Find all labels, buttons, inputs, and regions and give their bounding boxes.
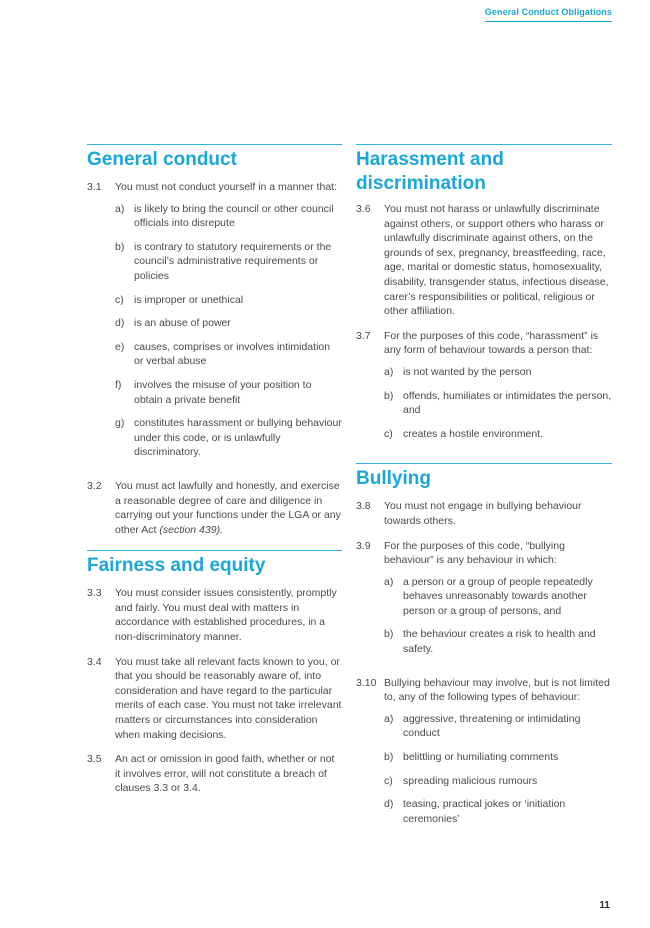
clause-number: 3.3: [87, 587, 102, 600]
clause-text: You must not harass or unlawfully discriminate against others, or support others who harass or unlawfully discriminate against others, on the grounds of sex, pregnancy, breastfeeding, race, age, marital or domestic status, homosexuality, disability, transgender status, infectious disease, carer’s responsibilities or political, religious or other affiliation.: [384, 203, 609, 318]
list-item-text: aggressive, threatening or intimidating conduct: [403, 712, 581, 740]
list-item-text: offends, humiliates or intimidates the person, and: [403, 389, 612, 417]
clause-number: 3.5: [87, 753, 102, 766]
list-item-text: causes, comprises or involves intimidation or verbal abuse: [134, 340, 331, 368]
list-item: [384, 797, 612, 826]
list-item-text: the behaviour creates a risk to health and safety.: [403, 628, 596, 656]
clause-text: An act or omission in good faith, whether or not it involves error, will not constitute a breach of clauses 3.3 or 3.4.: [115, 753, 335, 795]
list-item: [115, 416, 342, 460]
list-item-letter: a): [384, 365, 394, 378]
clause-number: 3.4: [87, 655, 102, 668]
list-item: [384, 774, 612, 789]
list-item-letter: c): [384, 774, 393, 787]
section-bullying: [356, 463, 612, 835]
clause-3-7: [356, 329, 612, 451]
clause-number: 3.9: [356, 539, 371, 552]
list-item: [115, 240, 342, 284]
page-number: 11: [599, 900, 610, 911]
clause-3-8: [356, 499, 612, 528]
section-harassment-discrimination: [356, 144, 612, 450]
list-item-letter: d): [115, 317, 125, 330]
list-item: [384, 575, 612, 619]
list-item-text: constitutes harassment or bullying behaviour under this code, or is unlawfully discriminatory.: [134, 417, 342, 459]
clause-text: For the purposes of this code, “bullying behaviour” is any behaviour in which:: [384, 539, 565, 567]
sub-item-list: [384, 365, 612, 441]
clause-number: 3.8: [356, 500, 371, 513]
list-item: [115, 316, 342, 331]
list-item-letter: e): [115, 340, 125, 353]
list-item: [384, 365, 612, 380]
list-item: [384, 389, 612, 418]
list-item-text: belittling or humiliating comments: [403, 751, 559, 764]
section-reference: (section 439).: [159, 523, 223, 536]
list-item: [115, 340, 342, 369]
list-item: [384, 712, 612, 741]
list-item-letter: d): [384, 798, 394, 811]
list-item-letter: a): [115, 202, 125, 215]
clause-3-6: [356, 202, 612, 319]
list-item-text: is likely to bring the council or other council officials into disrepute: [134, 202, 334, 230]
clause-3-9: [356, 539, 612, 666]
section-heading: Fairness and equity: [87, 555, 266, 577]
clause-number: 3.2: [87, 479, 102, 492]
list-item-text: is an abuse of power: [134, 317, 231, 330]
clause-text: You must act lawfully and honestly, and exercise a reasonable degree of care and diligence in carrying out your functions under the LGA or any other Act: [115, 479, 341, 536]
clause-number: 3.6: [356, 203, 371, 215]
list-item-text: teasing, practical jokes or ‘initiation ceremonies’: [403, 798, 566, 825]
clause-text: You must not engage in bullying behaviour towards others.: [384, 500, 582, 527]
list-item-letter: f): [115, 378, 122, 391]
list-item-letter: b): [384, 628, 394, 641]
clause-3-3: [87, 586, 342, 644]
clause-3-4: [87, 655, 342, 743]
section-general-conduct: [87, 144, 342, 537]
sub-item-list: [115, 202, 342, 460]
list-item-letter: a): [384, 712, 394, 725]
running-header: General Conduct Obligations: [485, 7, 612, 22]
list-item-letter: b): [384, 751, 394, 764]
list-item-text: is contrary to statutory requirements or the council’s administrative requirements or policies: [134, 240, 332, 282]
list-item: [115, 293, 342, 308]
section-heading: Bullying: [356, 468, 431, 490]
list-item-text: creates a hostile environment.: [403, 427, 544, 440]
list-item-letter: c): [115, 293, 124, 306]
clause-text: You must not conduct yourself in a manner that:: [115, 181, 337, 193]
section-heading: General conduct: [87, 149, 237, 170]
sub-item-list: [384, 712, 612, 827]
list-item-letter: b): [115, 240, 125, 253]
list-item-text: is not wanted by the person: [403, 365, 532, 378]
list-item: [115, 202, 342, 231]
list-item: [384, 750, 612, 765]
clause-text: Bullying behaviour may involve, but is not limited to, any of the following types of behaviour:: [384, 676, 610, 704]
clause-text: For the purposes of this code, “harassment” is any form of behaviour towards a person that:: [384, 329, 599, 357]
list-item: [384, 627, 612, 656]
list-item-letter: b): [384, 389, 394, 402]
right-column: [356, 144, 612, 845]
clause-3-2: [87, 479, 342, 537]
list-item-letter: g): [115, 417, 125, 430]
list-item-text: spreading malicious rumours: [403, 774, 538, 787]
sub-item-list: [384, 575, 612, 657]
section-heading: Harassment and discrimination: [356, 149, 504, 194]
list-item-text: involves the misuse of your position to obtain a private benefit: [134, 378, 312, 406]
clause-3-10: [356, 676, 612, 836]
clause-number: 3.1: [87, 181, 102, 193]
clause-text: You must consider issues consistently, promptly and fairly. You must deal with matters in accordance with established procedures, in a non-discriminatory manner.: [115, 587, 337, 644]
list-item: [384, 427, 612, 442]
list-item-text: is improper or unethical: [134, 293, 244, 306]
clause-text: You must take all relevant facts known to you, or that you should be reasonably aware of, into consideration and have regard to the particular merits of each case. You must not take irrelevant matters or circumstances into consideration when making decisions.: [115, 655, 342, 741]
clause-number: 3.10: [356, 676, 377, 689]
section-fairness-equity: [87, 550, 342, 796]
list-item: [115, 378, 342, 407]
left-column: [87, 144, 342, 806]
list-item-text: a person or a group of people repeatedly behaves unreasonably towards another person or a group of persons, and: [403, 575, 593, 617]
clause-number: 3.7: [356, 329, 371, 342]
list-item-letter: c): [384, 427, 393, 440]
list-item-letter: a): [384, 575, 394, 588]
clause-3-1: [87, 180, 342, 469]
clause-3-5: [87, 752, 342, 796]
